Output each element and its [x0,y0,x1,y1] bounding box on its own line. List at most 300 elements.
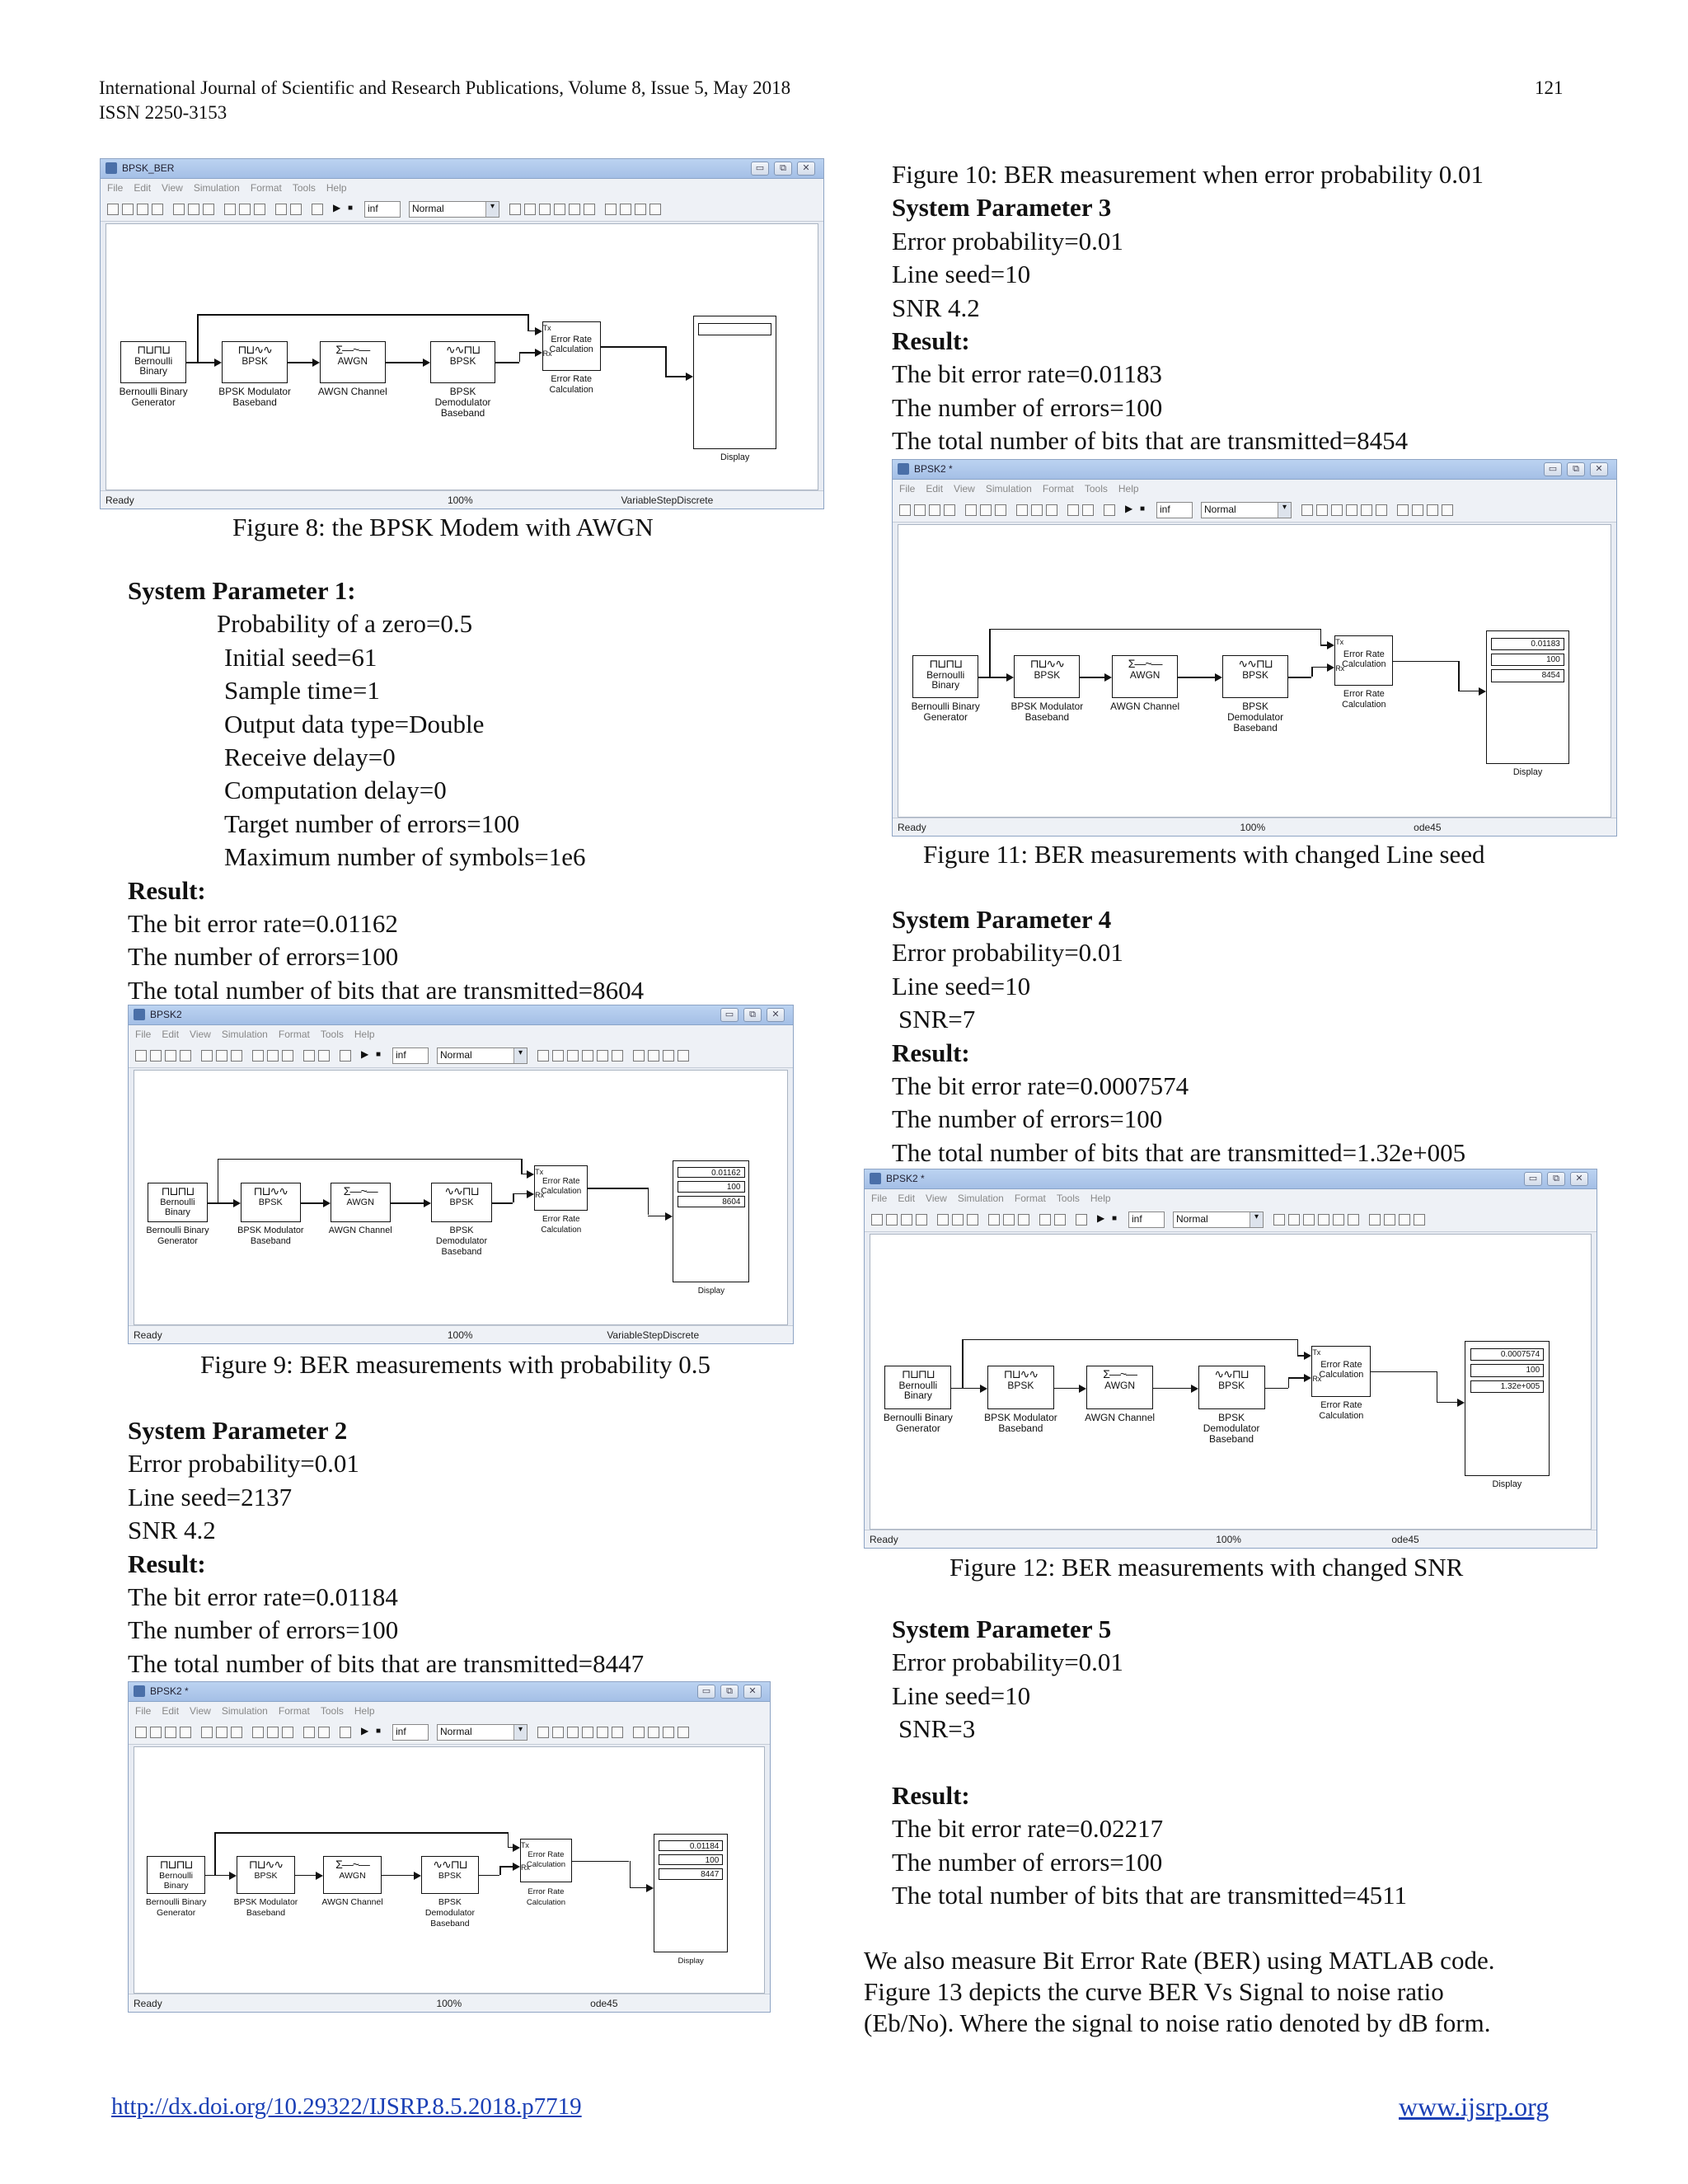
toolbar-button-icon[interactable] [649,204,661,215]
simulation-mode-select[interactable] [409,201,499,218]
display-value-field: 1.32e+005 [1470,1380,1545,1393]
toolbar-button-icon[interactable] [648,1050,659,1062]
toolbar-button-icon[interactable] [678,1727,689,1738]
toolbar-button-icon[interactable] [1369,1214,1381,1226]
toolbar-button-icon[interactable] [150,1050,162,1062]
menu-item[interactable]: View [190,1705,211,1717]
simulink-block[interactable] [241,1183,301,1222]
toolbar-button-icon[interactable] [201,1727,213,1738]
play-icon[interactable]: ▶ [333,202,341,213]
toolbar-button-icon[interactable] [1399,1214,1410,1226]
menu-item[interactable]: Format [250,182,282,194]
toolbar-button-icon[interactable] [303,1727,315,1738]
toolbar-button-icon[interactable] [1376,504,1387,516]
sp1-param: Initial seed=61 [224,642,377,672]
toolbar-button-icon[interactable] [252,1727,264,1738]
simulation-mode-select[interactable] [1201,502,1292,518]
toolbar-button-icon[interactable] [340,1050,351,1062]
block-caption: BPSK Demodulator Baseband [424,1896,475,1929]
toolbar-button-icon[interactable] [1331,504,1343,516]
toolbar-button-icon[interactable] [282,1727,293,1738]
play-icon[interactable]: ▶ [1097,1212,1105,1224]
toolbar-button-icon[interactable] [554,204,565,215]
play-icon[interactable]: ▶ [361,1048,369,1060]
toolbar-button-icon[interactable] [937,1214,949,1226]
toolbar-button-icon[interactable] [224,204,236,215]
toolbar-button-icon[interactable] [1333,1214,1344,1226]
toolbar-button-icon[interactable] [597,1050,608,1062]
arrow-head-icon [646,1884,654,1892]
toolbar-button-icon[interactable] [165,1727,176,1738]
toolbar-button-icon[interactable] [995,504,1006,516]
simulink-block[interactable] [237,1856,295,1894]
toolbar-button-icon[interactable] [916,1214,927,1226]
signal-line [218,1159,219,1202]
sp2-result: The number of errors=100 [128,1615,399,1645]
toolbar-button-icon[interactable] [929,504,940,516]
menu-item[interactable]: Edit [162,1705,180,1717]
simulink-block[interactable] [884,1366,951,1408]
block-waveform-icon: Σ—~— [335,342,370,356]
toolbar-button-icon[interactable] [914,504,926,516]
simulink-block[interactable] [222,341,288,384]
simulink-block[interactable] [1198,1366,1265,1408]
window-title: BPSK2 * [886,1173,925,1184]
stop-time-input[interactable]: inf [1128,1212,1165,1228]
close-button[interactable]: ✕ [1590,462,1608,476]
menu-item[interactable]: View [162,182,183,194]
simulation-mode-value: Normal [440,1726,472,1737]
menu-item[interactable]: Format [1042,483,1074,494]
block-inner-label: BPSK [1034,669,1061,682]
arrow-head-icon [527,1190,534,1198]
toolbar-button-icon[interactable] [1003,1214,1015,1226]
menu-bar [893,480,1616,498]
closing-line: (Eb/No). Where the signal to noise ratio denoted by dB form. [864,2008,1491,2037]
arrow-head-icon [1457,1399,1465,1407]
sp2-param: SNR 4.2 [128,1516,216,1545]
menu-item[interactable]: Simulation [221,1705,268,1717]
menu-item[interactable]: Edit [898,1193,916,1204]
arrow-head-icon [423,359,430,367]
block-waveform-icon: ⊓⊔⊓⊔ [161,1184,195,1198]
menu-item[interactable]: Simulation [957,1193,1004,1204]
closing-line: Figure 13 depicts the curve BER Vs Signal to noise ratio [864,1977,1444,2006]
model-canvas[interactable] [134,1746,765,1994]
window-title: BPSK2 * [914,463,953,475]
toolbar-button-icon[interactable] [150,1727,162,1738]
simulink-block[interactable] [912,655,978,698]
simulink-block[interactable] [430,341,496,384]
arrow-head-icon [535,349,542,357]
toolbar-button-icon[interactable] [201,1050,213,1062]
play-icon[interactable]: ▶ [1125,503,1133,514]
toolbar-button-icon[interactable] [612,1050,623,1062]
journal-header [99,76,790,125]
simulink-block[interactable] [987,1366,1054,1408]
toolbar-button-icon[interactable] [203,204,214,215]
toolbar-button-icon[interactable] [582,1727,593,1738]
toolbar-button-icon[interactable] [633,1727,645,1738]
toolbar-button-icon[interactable] [188,204,199,215]
toolbar-button-icon[interactable] [152,204,163,215]
signal-line [521,1159,523,1174]
toolbar [129,1043,793,1068]
toolbar-button-icon[interactable] [1301,504,1313,516]
block-caption: BPSK Modulator Baseband [218,386,291,409]
toolbar-button-icon[interactable] [1288,1214,1300,1226]
maximize-button[interactable]: ⧉ [1567,462,1585,476]
toolbar-button-icon[interactable] [663,1050,674,1062]
simulink-block[interactable] [431,1183,491,1222]
toolbar-button-icon[interactable] [1016,504,1028,516]
menu-item[interactable]: File [871,1193,888,1204]
maximize-button[interactable]: ⧉ [774,162,792,176]
sp5-heading: System Parameter 5 [892,1615,1112,1643]
menu-item[interactable]: Tools [1056,1193,1080,1204]
maximize-button[interactable]: ⧉ [743,1008,762,1022]
signal-line [208,1202,234,1204]
toolbar-button-icon[interactable] [620,204,631,215]
block-inner-label: BPSK [254,1871,278,1882]
status-zoom: 100% [1240,822,1266,833]
arrow-head-icon [527,1170,534,1179]
block-caption: AWGN Channel [321,1896,383,1907]
arrow-head-icon [513,1844,520,1852]
toolbar-button-icon[interactable] [1054,1214,1066,1226]
display-value-field: 0.0007574 [1470,1348,1545,1361]
stop-icon[interactable]: ■ [348,204,354,213]
toolbar-button-icon[interactable] [180,1050,191,1062]
block-caption: BPSK Demodulator Baseband [435,1225,488,1257]
menu-item[interactable]: Help [326,182,347,194]
maximize-button[interactable]: ⧉ [720,1685,738,1699]
toolbar-button-icon[interactable] [231,1050,242,1062]
toolbar-button-icon[interactable] [173,204,185,215]
toolbar-button-icon[interactable] [275,204,287,215]
toolbar-button-icon[interactable] [312,204,323,215]
toolbar-button-icon[interactable] [107,204,119,215]
doi-link[interactable]: http://dx.doi.org/10.29322/IJSRP.8.5.2018.p7719 [111,2093,582,2120]
stop-icon[interactable]: ■ [1112,1214,1118,1223]
block-caption: BPSK Modulator Baseband [237,1225,304,1246]
stop-icon[interactable]: ■ [376,1050,382,1059]
toolbar-button-icon[interactable] [1104,504,1115,516]
toolbar-button-icon[interactable] [137,204,148,215]
toolbar-button-icon[interactable] [612,1727,623,1738]
menu-item[interactable]: Simulation [985,483,1032,494]
sp1-param: Probability of a zero=0.5 [217,609,473,639]
stop-time-input[interactable]: inf [1156,502,1193,518]
toolbar-button-icon[interactable] [1414,1214,1425,1226]
toolbar-button-icon[interactable] [605,204,617,215]
sp4-param: Line seed=10 [892,971,1031,1001]
toolbar-button-icon[interactable] [267,1050,279,1062]
figure-11-caption: Figure 11: BER measurements with changed Line seed [923,840,1485,869]
menu-item[interactable]: Edit [926,483,944,494]
toolbar-button-icon[interactable] [552,1050,564,1062]
toolbar-button-icon[interactable] [899,504,911,516]
toolbar-button-icon[interactable] [1348,1214,1359,1226]
menu-item[interactable]: File [135,1705,152,1717]
error-rate-caption: Error Rate Calculation [526,1886,566,1907]
toolbar-button-icon[interactable] [165,1050,176,1062]
signal-line [1437,1371,1438,1402]
rx-port-label: Rx [542,349,552,359]
simulink-block[interactable] [331,1183,391,1222]
toolbar-button-icon[interactable] [871,1214,883,1226]
play-icon[interactable]: ▶ [361,1725,369,1736]
stop-time-input[interactable]: inf [392,1047,429,1064]
toolbar-button-icon[interactable] [1039,1214,1051,1226]
display-block[interactable] [673,1160,749,1283]
menu-item[interactable]: View [926,1193,947,1204]
block-inner-label: BPSK [241,354,268,367]
display-block[interactable] [1465,1341,1550,1476]
signal-line [648,1216,667,1217]
toolbar-button-icon[interactable] [663,1727,674,1738]
minimize-button[interactable]: ▭ [697,1685,715,1699]
close-button[interactable]: ✕ [1570,1172,1588,1186]
toolbar-button-icon[interactable] [509,204,521,215]
signal-line [1458,661,1460,691]
stop-time-input[interactable]: inf [392,1724,429,1741]
status-bar [129,1325,793,1343]
sp1-param: Receive delay=0 [224,742,396,771]
display-value-field: 0.01183 [1491,638,1564,650]
toolbar-button-icon[interactable] [1412,504,1423,516]
simulation-mode-select[interactable] [437,1047,528,1064]
toolbar-button-icon[interactable] [1082,504,1094,516]
menu-item[interactable]: View [190,1029,211,1040]
block-waveform-icon: ⊓⊔⊓⊔ [159,1858,193,1872]
sp3-result: The number of errors=100 [892,392,1163,422]
toolbar-button-icon[interactable] [567,1050,579,1062]
toolbar-button-icon[interactable] [648,1727,659,1738]
toolbar-button-icon[interactable] [1384,1214,1395,1226]
menu-item[interactable]: File [899,483,916,494]
toolbar-button-icon[interactable] [122,204,134,215]
maximize-button[interactable]: ⧉ [1547,1172,1565,1186]
simulink-block[interactable] [323,1856,382,1894]
display-block[interactable] [1486,630,1570,764]
block-inner-label: Bernoulli Binary [134,354,173,377]
error-rate-inner-label: Error Rate Calculation [526,1850,566,1870]
signal-line [1311,667,1313,677]
toolbar-button-icon[interactable] [180,1727,191,1738]
simulink-block[interactable] [147,1856,205,1894]
simulink-block[interactable] [421,1856,480,1894]
toolbar-button-icon[interactable] [965,504,977,516]
window-title-bar [893,460,1616,480]
toolbar-button-icon[interactable] [1076,1214,1087,1226]
signal-line [519,352,521,362]
toolbar-button-icon[interactable] [1273,1214,1285,1226]
simulation-mode-select[interactable] [1173,1212,1264,1228]
sp5-param: Error probability=0.01 [892,1647,1123,1677]
toolbar-button-icon[interactable] [231,1727,242,1738]
site-link[interactable]: www.ijsrp.org [1399,2092,1550,2121]
close-button[interactable]: ✕ [743,1685,762,1699]
toolbar-button-icon[interactable] [524,204,536,215]
arrow-head-icon [665,1212,673,1221]
block-inner-label: Bernoulli Binary [159,1871,194,1891]
arrow-head-icon [1079,1385,1086,1393]
toolbar-button-icon[interactable] [537,1050,549,1062]
model-canvas[interactable] [134,1070,788,1325]
toolbar-button-icon[interactable] [239,204,251,215]
block-caption: AWGN Channel [1085,1411,1156,1423]
toolbar-button-icon[interactable] [252,1050,264,1062]
toolbar-button-icon[interactable] [988,1214,1000,1226]
toolbar-button-icon[interactable] [1318,1214,1329,1226]
menu-item[interactable]: Format [278,1029,310,1040]
sp3-heading: System Parameter 3 [892,193,1112,223]
sp2-result-heading: Result: [128,1549,206,1578]
toolbar-button-icon[interactable] [1046,504,1057,516]
model-canvas[interactable] [870,1234,1592,1530]
toolbar-button-icon[interactable] [1442,504,1453,516]
minimize-button[interactable]: ▭ [751,162,769,176]
toolbar-button-icon[interactable] [537,1727,549,1738]
menu-item[interactable]: Help [1118,483,1139,494]
menu-item[interactable]: Edit [162,1029,180,1040]
toolbar-button-icon[interactable] [569,204,580,215]
signal-line [528,314,529,330]
menu-item[interactable]: Edit [134,182,152,194]
menu-item[interactable]: Simulation [221,1029,268,1040]
toolbar-button-icon[interactable] [290,204,302,215]
toolbar-button-icon[interactable] [633,1050,645,1062]
figure-9-window [128,1005,794,1344]
menu-bar [865,1189,1597,1207]
toolbar-button-icon[interactable] [303,1050,315,1062]
block-waveform-icon: Σ—~— [343,1184,377,1198]
menu-item[interactable]: Tools [320,1029,344,1040]
simulink-app-icon [106,162,117,174]
error-rate-inner-label: Error Rate Calculation [1319,1359,1364,1380]
block-waveform-icon: Σ—~— [1103,1367,1137,1381]
simulink-block[interactable] [120,341,186,384]
display-value-field [698,323,771,335]
menu-item[interactable]: Help [1090,1193,1111,1204]
block-inner-label: BPSK [1007,1380,1034,1392]
sp5-param: Line seed=10 [892,1680,1031,1710]
toolbar-button-icon[interactable] [967,1214,978,1226]
toolbar-button-icon[interactable] [886,1214,898,1226]
menu-item[interactable]: Tools [292,182,316,194]
menu-item[interactable]: Format [1014,1193,1046,1204]
toolbar-button-icon[interactable] [980,504,992,516]
toolbar-button-icon[interactable] [1427,504,1438,516]
block-caption: Bernoulli Binary Generator [883,1411,953,1434]
display-caption: Display [697,1286,725,1296]
menu-item[interactable]: File [107,182,124,194]
toolbar-button-icon[interactable] [216,1727,227,1738]
menu-item[interactable]: File [135,1029,152,1040]
toolbar-button-icon[interactable] [282,1050,293,1062]
simulink-block[interactable] [1086,1366,1153,1408]
toolbar-button-icon[interactable] [901,1214,912,1226]
minimize-button[interactable]: ▭ [1524,1172,1542,1186]
toolbar-button-icon[interactable] [1018,1214,1029,1226]
toolbar-button-icon[interactable] [267,1727,279,1738]
menu-item[interactable]: Format [278,1705,310,1717]
block-waveform-icon: ⊓⊔∿∿ [248,1858,284,1872]
toolbar-button-icon[interactable] [1303,1214,1315,1226]
minimize-button[interactable]: ▭ [720,1008,738,1022]
toolbar-button-icon[interactable] [340,1727,351,1738]
close-button[interactable]: ✕ [797,162,815,176]
toolbar-button-icon[interactable] [1346,504,1357,516]
menu-item[interactable]: Help [354,1029,375,1040]
stop-icon[interactable]: ■ [1140,504,1146,513]
toolbar-button-icon[interactable] [135,1727,147,1738]
stop-time-input[interactable]: inf [364,201,401,218]
toolbar-button-icon[interactable] [1316,504,1328,516]
error-rate-inner-label: Error Rate Calculation [549,334,593,354]
toolbar-button-icon[interactable] [582,1050,593,1062]
signal-line [665,376,687,377]
simulation-mode-select[interactable] [437,1724,528,1741]
minimize-button[interactable]: ▭ [1544,462,1562,476]
toolbar-button-icon[interactable] [944,504,955,516]
block-caption: Bernoulli Binary Generator [146,1225,209,1246]
display-block[interactable] [693,316,776,449]
toolbar-button-icon[interactable] [1031,504,1043,516]
signal-line [1265,1388,1288,1390]
toolbar-button-icon[interactable] [254,204,265,215]
menu-item[interactable]: Simulation [193,182,240,194]
toolbar-button-icon[interactable] [539,204,551,215]
arrow-head-icon [1304,1352,1311,1360]
toolbar-button-icon[interactable] [1067,504,1079,516]
toolbar-button-icon[interactable] [567,1727,579,1738]
toolbar-button-icon[interactable] [635,204,646,215]
simulink-block[interactable] [1222,655,1288,698]
menu-item[interactable]: Help [354,1705,375,1717]
simulink-block[interactable] [320,341,386,384]
simulink-block[interactable] [1014,655,1080,698]
toolbar-button-icon[interactable] [318,1727,330,1738]
simulink-app-icon [134,1009,145,1020]
close-button[interactable]: ✕ [767,1008,785,1022]
toolbar-button-icon[interactable] [318,1050,330,1062]
toolbar-button-icon[interactable] [552,1727,564,1738]
toolbar-button-icon[interactable] [216,1050,227,1062]
toolbar-button-icon[interactable] [597,1727,608,1738]
toolbar-button-icon[interactable] [584,204,595,215]
model-canvas[interactable] [898,524,1611,818]
model-canvas[interactable] [106,223,818,490]
menu-item[interactable]: Tools [320,1705,344,1717]
menu-item[interactable]: Tools [1084,483,1108,494]
toolbar-button-icon[interactable] [952,1214,964,1226]
menu-item[interactable]: View [954,483,975,494]
sp3-result: The bit error rate=0.01183 [892,359,1162,389]
block-caption: BPSK Modulator Baseband [984,1411,1057,1434]
signal-line [1320,629,1322,644]
simulink-block[interactable] [1112,655,1178,698]
toolbar-button-icon[interactable] [678,1050,689,1062]
display-value-field: 8604 [678,1196,744,1207]
simulink-block[interactable] [148,1183,208,1222]
toolbar-button-icon[interactable] [1361,504,1372,516]
toolbar-button-icon[interactable] [135,1050,147,1062]
toolbar-button-icon[interactable] [1397,504,1409,516]
tx-port-label: Tx [535,1167,544,1176]
stop-icon[interactable]: ■ [376,1727,382,1736]
